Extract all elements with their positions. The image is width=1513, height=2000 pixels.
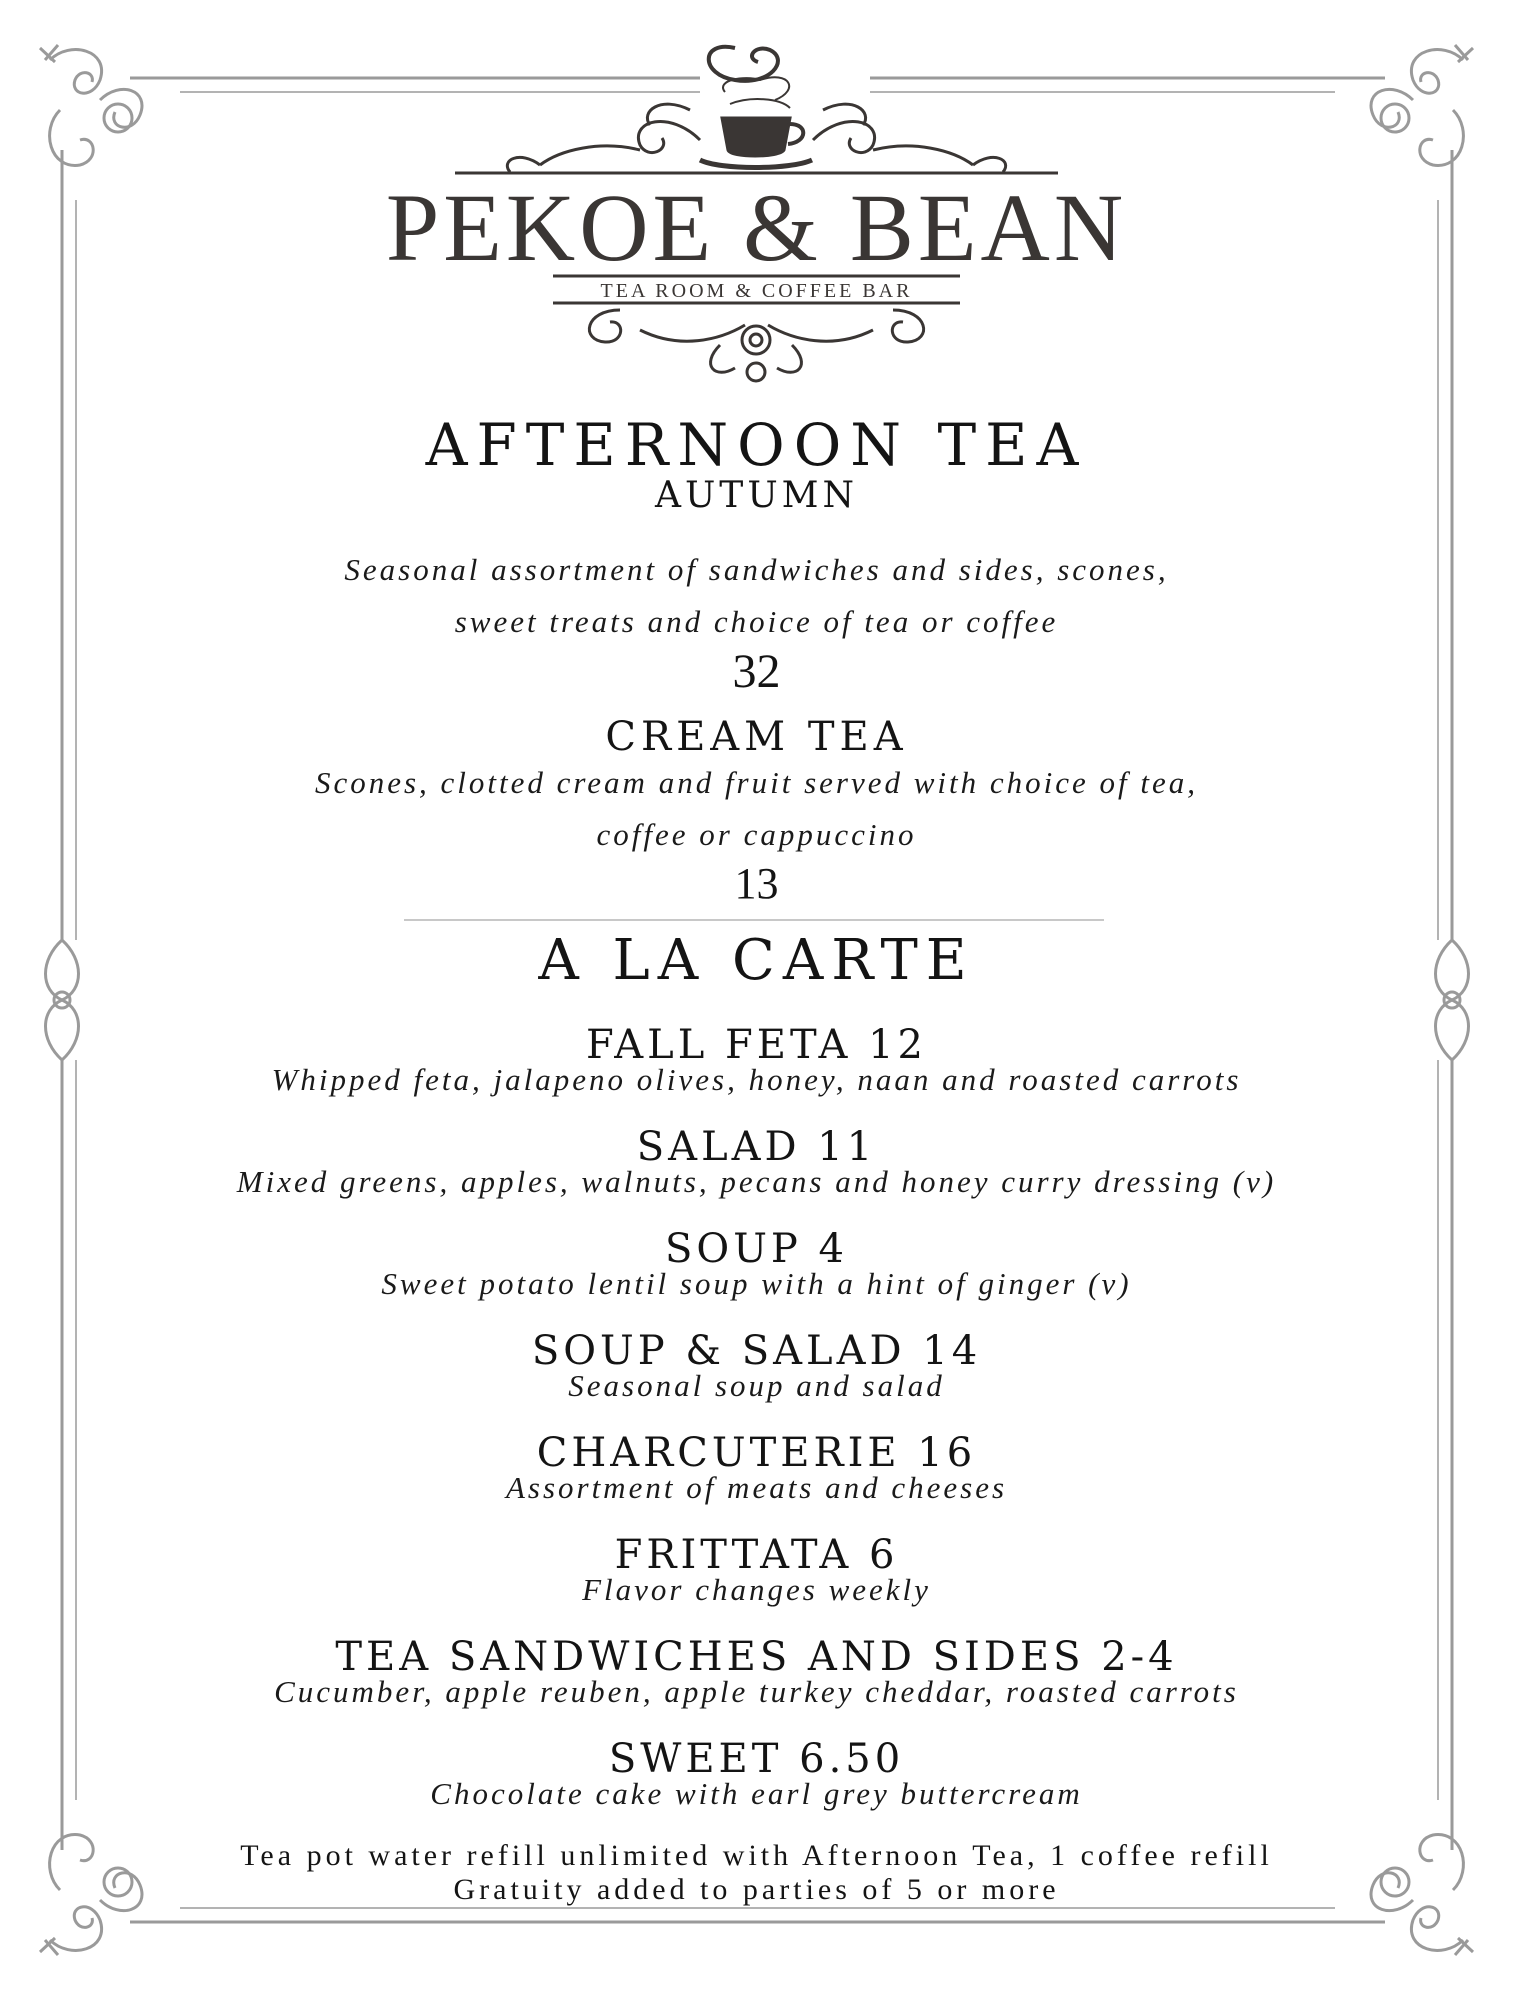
afternoon-tea-description-line2: sweet treats and choice of tea or coffee (454, 604, 1059, 639)
cream-tea-price: 13 (734, 859, 779, 908)
brand-tagline: TEA ROOM & COFFEE BAR (600, 280, 913, 302)
menu-item-name: SOUP 4 (665, 1226, 848, 1272)
menu-item-description: Flavor changes weekly (582, 1572, 931, 1607)
cream-tea-title: CREAM TEA (605, 714, 908, 760)
menu-item-description: Seasonal soup and salad (568, 1368, 945, 1403)
brand-name: PEKOE & BEAN (385, 174, 1128, 281)
menu-item-name: SWEET 6.50 (608, 1736, 905, 1782)
cream-tea-description-line2: coffee or cappuccino (596, 817, 917, 852)
menu-item-name: FALL FETA 12 (586, 1022, 927, 1068)
menu-item-description: Whipped feta, jalapeno olives, honey, naan and roasted carrots (271, 1062, 1242, 1097)
menu-item-name: TEA SANDWICHES AND SIDES 2-4 (335, 1634, 1178, 1680)
cream-tea-description-line1: Scones, clotted cream and fruit served with choice of tea, (314, 765, 1199, 800)
menu-item-description: Mixed greens, apples, walnuts, pecans and honey curry dressing (v) (236, 1164, 1277, 1199)
afternoon-tea-subtitle: AUTUMN (654, 475, 859, 516)
footer-refill-note: Tea pot water refill unlimited with Afternoon Tea, 1 coffee refill (240, 1839, 1273, 1872)
afternoon-tea-title: AFTERNOON TEA (425, 411, 1088, 479)
a-la-carte-title: A LA CARTE (538, 928, 975, 993)
menu-item-name: SOUP & SALAD 14 (531, 1328, 982, 1374)
menu-item-description: Chocolate cake with earl grey buttercream (430, 1776, 1083, 1811)
menu-item-name: SALAD 11 (636, 1124, 877, 1170)
menu-item-description: Cucumber, apple reuben, apple turkey cheddar, roasted carrots (274, 1674, 1239, 1709)
afternoon-tea-description-line1: Seasonal assortment of sandwiches and sides, scones, (344, 552, 1169, 587)
menu-item-description: Assortment of meats and cheeses (505, 1470, 1008, 1505)
afternoon-tea-price: 32 (732, 645, 781, 698)
menu-item-name: CHARCUTERIE 16 (536, 1430, 977, 1476)
section-divider (404, 919, 1104, 921)
menu-item-name: FRITTATA 6 (614, 1532, 899, 1578)
footer-gratuity-note: Gratuity added to parties of 5 or more (453, 1873, 1060, 1906)
menu-item-description: Sweet potato lentil soup with a hint of ginger (v) (381, 1266, 1132, 1301)
